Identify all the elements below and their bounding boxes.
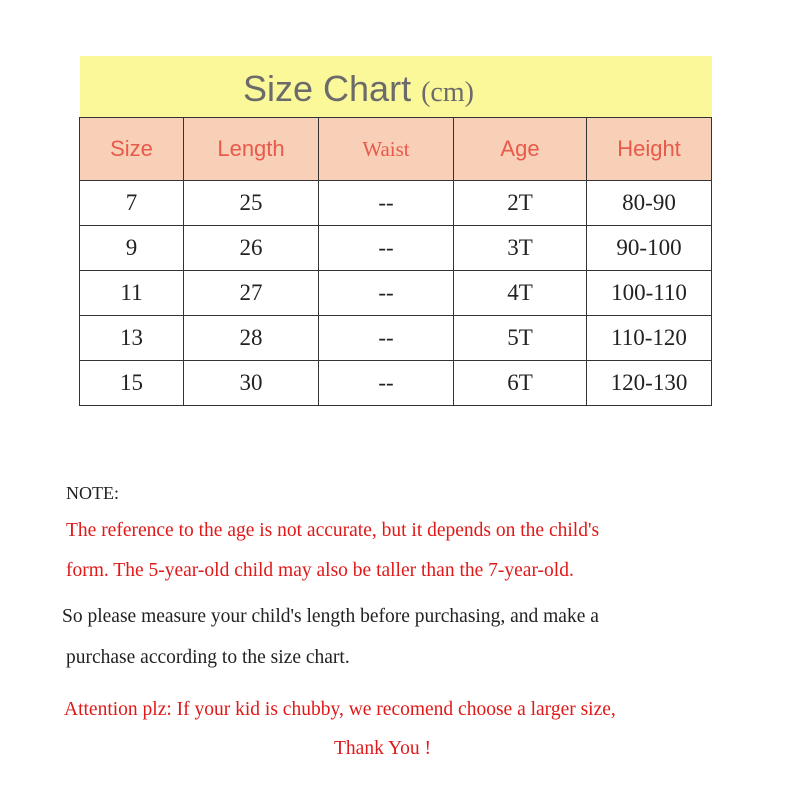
note-measure-line2: purchase according to the size chart. [66,647,350,668]
cell-length: 28 [184,316,319,361]
cell-waist: -- [319,226,454,271]
header-waist: Waist [319,118,454,181]
cell-height: 80-90 [587,181,712,226]
cell-length: 26 [184,226,319,271]
cell-age: 5T [454,316,587,361]
table-row [80,316,712,361]
table-row [80,271,712,316]
cell-length: 27 [184,271,319,316]
table-row [80,361,712,406]
cell-waist: -- [319,316,454,361]
cell-waist: -- [319,361,454,406]
cell-height: 120-130 [587,361,712,406]
note-age-disclaimer-line1: The reference to the age is not accurate, but it depends on the child's [66,520,600,541]
header-height: Height [587,118,712,181]
note-thank-you: Thank You ! [334,738,431,759]
cell-waist: -- [319,181,454,226]
header-size: Size [80,118,184,181]
cell-height: 90-100 [587,226,712,271]
cell-size: 7 [80,181,184,226]
cell-size: 15 [80,361,184,406]
cell-size: 9 [80,226,184,271]
table-row [80,226,712,271]
cell-length: 30 [184,361,319,406]
header-length: Length [184,118,319,181]
size-table [79,117,712,406]
page-title [243,64,474,114]
title-unit: (cm) [421,77,474,108]
cell-size: 13 [80,316,184,361]
cell-height: 100-110 [587,271,712,316]
cell-height: 110-120 [587,316,712,361]
cell-age: 2T [454,181,587,226]
note-measure-line1: So please measure your child's length before purchasing, and make a [62,606,599,627]
cell-size: 11 [80,271,184,316]
header-age: Age [454,118,587,181]
note-age-disclaimer-line2: form. The 5-year-old child may also be taller than the 7-year-old. [66,560,574,581]
title-main: Size Chart [243,68,412,109]
table-header-row [80,118,712,181]
table-row [80,181,712,226]
cell-age: 3T [454,226,587,271]
cell-age: 6T [454,361,587,406]
cell-length: 25 [184,181,319,226]
cell-age: 4T [454,271,587,316]
cell-waist: -- [319,271,454,316]
note-label: NOTE: [66,483,119,503]
note-attention: Attention plz: If your kid is chubby, we recomend choose a larger size, [64,699,616,720]
